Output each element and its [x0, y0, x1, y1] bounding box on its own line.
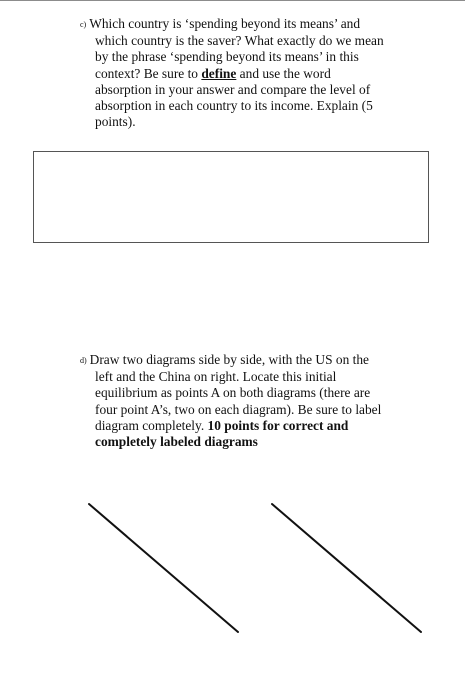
answer-box-c[interactable]: [33, 151, 429, 243]
question-c-line-5: absorption in your answer and compare the level of: [95, 81, 371, 97]
question-c-line-4: context? Be sure to define and use the word: [95, 65, 331, 81]
question-c-marker: c): [80, 20, 87, 29]
question-c-line-1: c) Which country is ‘spending beyond its means’ and: [80, 16, 361, 31]
question-d-line-2: left and the China on right. Locate this initial: [95, 369, 337, 385]
question-c: [80, 16, 410, 130]
question-d-marker: d): [80, 356, 87, 365]
question-d-line-5: diagram completely. 10 points for correct and: [95, 417, 349, 433]
diagram-area: [0, 480, 465, 660]
top-rule: [0, 0, 465, 1]
question-c-line-6: absorption in each country to its income. Explain (5: [95, 98, 373, 114]
diagram-left-line: [89, 504, 238, 632]
question-d-line-4: four point A’s, two on each diagram). Be sure to label: [95, 401, 382, 417]
question-c-line-3: by the phrase ‘spending beyond its means’ in this: [95, 49, 359, 65]
question-c-line-7: points).: [95, 114, 136, 130]
question-d-line-1: d) Draw two diagrams side by side, with the US on the: [80, 352, 369, 367]
question-d: [80, 352, 410, 450]
question-c-line-2: which country is the saver? What exactly do we mean: [95, 33, 384, 49]
define-emphasis: define: [201, 65, 237, 81]
question-d-line-6: completely labeled diagrams: [95, 434, 258, 450]
question-d-line-3: equilibrium as points A on both diagrams (there are: [95, 385, 371, 401]
diagram-right-line: [272, 504, 421, 632]
